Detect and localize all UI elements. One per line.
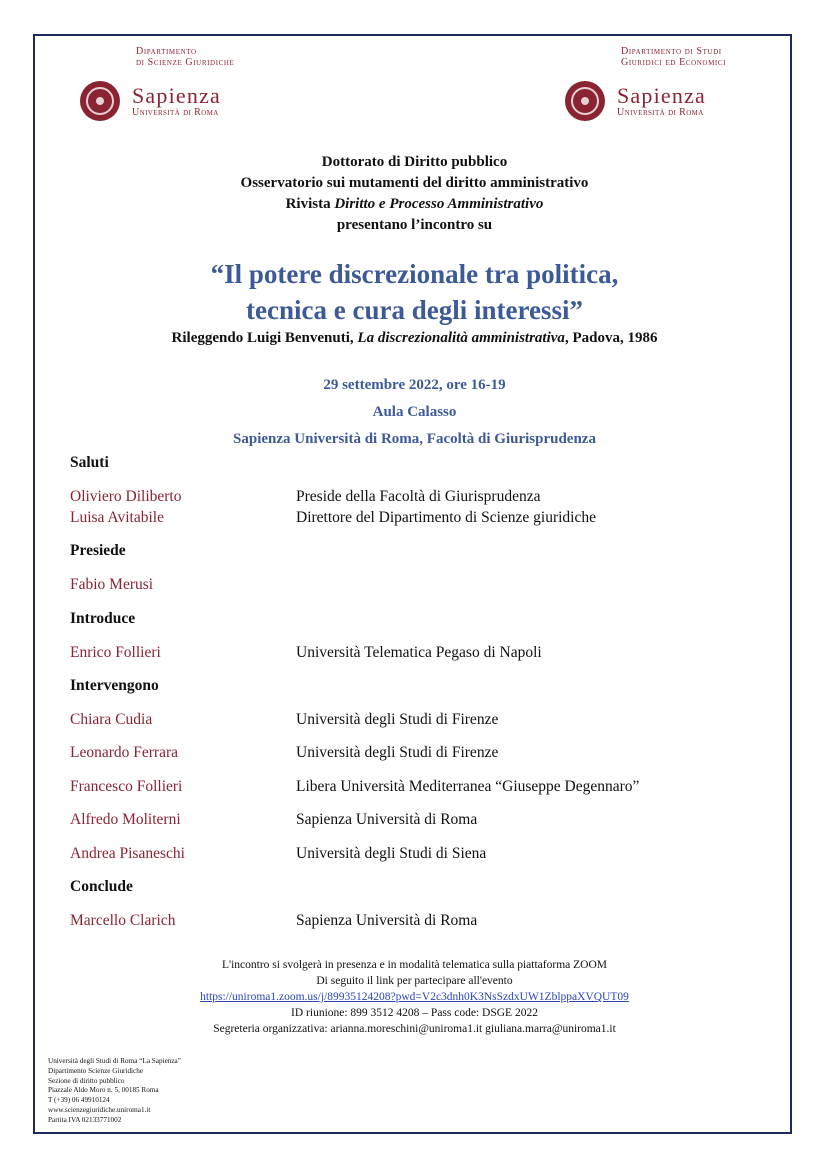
organizer-line: Dottorato di Diritto pubblico — [321, 154, 508, 170]
event-notes — [35, 957, 794, 1037]
department-name — [621, 46, 726, 68]
brand-name: Sapienza — [132, 82, 222, 108]
heading-introduce: Introduce — [70, 610, 136, 627]
speaker-name: Oliviero Diliberto — [70, 488, 182, 505]
speaker-role: Università degli Studi di Firenze — [296, 744, 499, 761]
event-details — [35, 372, 794, 453]
notes-line: L'incontro si svolgerà in presenza e in modalità telematica sulla piattaforma ZOOM — [222, 959, 607, 971]
footer-line: Dipartimento Scienze Giuridiche — [48, 1066, 144, 1075]
journal-name: Diritto e Processo Amministrativo — [334, 196, 544, 212]
speaker-role: Preside della Facoltà di Giurisprudenza — [296, 488, 541, 505]
heading-intervengono: Intervengono — [70, 677, 159, 694]
organizer-line — [35, 194, 794, 215]
event-subtitle — [35, 330, 794, 347]
book-title: La discrezionalità amministrativa — [357, 330, 565, 346]
footer-line: Università degli Studi di Roma “La Sapienza” — [48, 1057, 181, 1065]
sapienza-seal-icon — [80, 81, 120, 121]
notes-line: Di seguito il link per partecipare all'evento — [316, 975, 513, 987]
event-room: Aula Calasso — [372, 404, 457, 420]
speaker-name: Fabio Merusi — [70, 576, 154, 593]
logo-dipartimento-studi-giuridici-economici — [565, 46, 726, 121]
speaker-role: Sapienza Università di Roma — [296, 912, 478, 929]
title-line-1: “Il potere discrezionale tra politica, — [210, 259, 619, 289]
subtitle-prefix: Rileggendo Luigi Benvenuti, — [171, 330, 358, 346]
logo-dipartimento-scienze-giuridiche — [80, 46, 234, 121]
sapienza-seal-icon — [565, 81, 605, 121]
footer-line: Piazzale Aldo Moro n. 5, 00185 Roma — [48, 1086, 159, 1095]
department-line-2: Giuridici ed Economici — [621, 57, 727, 68]
event-date: 29 settembre 2022, ore 16-19 — [323, 377, 506, 393]
department-line-1: Dipartimento — [136, 46, 197, 57]
footer-line: T (+39) 06 49910124 — [48, 1096, 110, 1105]
speaker-role: Università degli Studi di Firenze — [296, 711, 499, 728]
speaker-name: Chiara Cudia — [70, 711, 153, 728]
department-line-1: Dipartimento di Studi — [621, 46, 722, 57]
speaker-name: Andrea Pisaneschi — [70, 845, 185, 862]
heading-presiede: Presiede — [70, 542, 126, 559]
meeting-id: ID riunione: 899 3512 4208 – Pass code: DSGE 2022 — [291, 1007, 538, 1019]
speaker-name: Leonardo Ferrara — [70, 744, 179, 761]
speaker-role: Libera Università Mediterranea “Giuseppe Degennaro” — [296, 778, 640, 795]
speaker-role: Direttore del Dipartimento di Scienze giuridiche — [296, 509, 596, 526]
event-title — [35, 256, 794, 328]
secretary-contacts: Segreteria organizzativa: arianna.moreschini@uniroma1.it giuliana.marra@uniroma1.it — [213, 1023, 616, 1035]
organizer-line: Osservatorio sui mutamenti del diritto amministrativo — [240, 175, 589, 191]
zoom-link[interactable]: https://uniroma1.zoom.us/j/89935124208?pwd=V2c3dnh0K3NsSzdxUW1ZblppaXVQUT09 — [200, 991, 629, 1003]
speaker-role: Sapienza Università di Roma — [296, 811, 478, 828]
organizers — [35, 152, 794, 236]
brand-university: Università di Roma — [132, 106, 219, 118]
speaker-role: Università degli Studi di Siena — [296, 845, 487, 862]
speaker-name: Enrico Follieri — [70, 644, 161, 661]
heading-conclude: Conclude — [70, 878, 133, 895]
page-frame — [33, 34, 792, 1134]
organizer-prefix: Rivista — [285, 196, 335, 212]
heading-saluti: Saluti — [70, 454, 109, 471]
speaker-role: Università Telematica Pegaso di Napoli — [296, 644, 542, 661]
department-line-2: di Scienze Giuridiche — [136, 57, 235, 68]
event-venue: Sapienza Università di Roma, Facoltà di Giurisprudenza — [233, 431, 596, 447]
footer-line: Sezione di diritto pubblico — [48, 1076, 125, 1085]
title-line-2: tecnica e cura degli interessi” — [246, 295, 583, 325]
subtitle-suffix: , Padova, 1986 — [564, 330, 658, 346]
footer-address — [48, 1057, 181, 1126]
footer-line: Partita IVA 02133771002 — [48, 1115, 122, 1124]
speaker-name: Francesco Follieri — [70, 778, 183, 795]
speaker-name: Luisa Avitabile — [70, 509, 164, 526]
speaker-name: Alfredo Moliterni — [70, 811, 181, 828]
organizer-line: presentano l’incontro su — [336, 217, 493, 233]
brand-name: Sapienza — [617, 82, 707, 108]
brand-university: Università di Roma — [617, 106, 704, 118]
speaker-name: Marcello Clarich — [70, 912, 176, 929]
department-name — [136, 46, 234, 68]
footer-line: www.scienzegiuridiche.uniroma1.it — [48, 1105, 151, 1114]
